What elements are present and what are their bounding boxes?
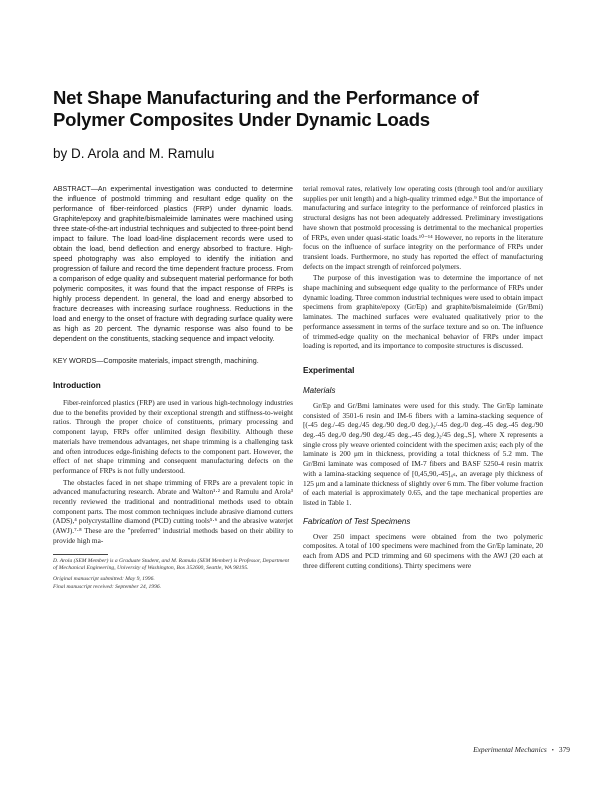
footnote-divider (53, 554, 108, 555)
fabrication-subheading: Fabrication of Test Specimens (303, 516, 411, 526)
intro-paragraph-2: The obstacles faced in net shape trimming of FRPs are a prevalent topic in advanced manufacturing research. Abrate and Walton¹·² and Ramulu and Arola³ recently reviewed the traditional and nontraditional methods used to obtain component parts. The most common techniques include abrasive diamond cutters (ADS),⁴ polycrystalline diamond (PCD) cutting tools⁵·⁶ and the abrasive waterjet (AWJ).⁷·⁸ These are the "preferred" industrial methods based on their ability to provide high ma- (53, 477, 293, 545)
journal-name: Experimental Mechanics (473, 745, 547, 754)
materials-paragraph: Gr/Ep and Gr/Bmi laminates were used for this study. The Gr/Ep laminate consisted of 3501-6 resin and IM-6 fibers with a lamina-stacking sequence of [(-45 deg./-45 deg./45 deg./90 deg./0 deg.)₂/-45 deg./0 deg.-45 deg.-45 deg./90 deg.-45 deg./0 deg./90 deg./45 deg.,-45 deg.)₂/45 deg.,S], where X represents a single cross ply weave oriented coincident with the specimen axis; each ply of the laminate is 200 μm in thickness, providing a total thickness of 5.2 mm. The Gr/Bmi laminate was composed of IM-7 fibers and BASF 5250-4 resin matrix with a lamina-stacking sequence of [0,45,90,-45]₄ₛ, an average ply thickness of 125 μm and a laminate thickness of slightly over 6 mm. The fiber volume fraction of each material is approximately 0.65, and the tape mechanical properties are listed in Table 1. (303, 400, 543, 507)
author-affiliation-footnote: D. Arola (SEM Member) is a Graduate Student, and M. Ramulu (SEM Member) is Professor, Department of Mechanical Engineering, University of Washington, Box 352600, Seattle, WA 98195. (53, 557, 290, 571)
author-byline: by D. Arola and M. Ramulu (53, 146, 215, 161)
intro-continuation-paragraph: terial removal rates, relatively low operating costs (through tool and/or auxiliary supplies per unit length) and a high-quality trimmed edge.⁹ But the importance of manufacturing and surface integrity to the performance of reinforced plastics in structural designs has not been adequately addressed. Preliminary investigations have shown that postmold processing is detrimental to the mechanical properties of FRPs, even under quasi-static loads.¹⁰⁻¹⁴ However, no reports in the literature focus on the influence of surface integrity on the performance of FRPs under transient loads. Furthermore, no study has reported the effect of manufacturing defects on the impact strength of reinforced polymers. (303, 184, 543, 271)
intro-paragraph-1: Fiber-reinforced plastics (FRP) are used in various high-technology industries due to the benefits provided by their exceptional strength and stiffness-to-weight ratios. Through the proper choice of constituents, primary processing and component layup, FRPs offer unlimited design flexibility. Although these materials have tremendous advantages, net shape trimming is a challenging task and often introduces edge-finishing defects to the component part. However, the effect of net shape trimming and consequent manufacturing defects on the performance of FRPs is not fully understood. (53, 398, 293, 475)
page-number: 379 (558, 745, 570, 754)
page-footer (400, 745, 570, 754)
materials-subheading: Materials (303, 385, 336, 395)
left-column (53, 184, 293, 591)
keywords: KEY WORDS—Composite materials, impact strength, machining. (53, 357, 259, 365)
fabrication-paragraph: Over 250 impact specimens were obtained from the two polymeric composites. A total of 100 specimens were machined from the Gr/Ep laminate, 20 each from ADS and PCD trimming and 60 specimens with the AWJ (20 each at three different cutting conditions). Thirty specimens were (303, 531, 543, 570)
manuscript-submitted-date: Original manuscript submitted: May 9, 1996. (53, 576, 155, 583)
paper-title: Net Shape Manufacturing and the Performance of Polymer Composites Under Dynamic Loads (53, 87, 479, 130)
introduction-heading: Introduction (53, 381, 101, 390)
manuscript-received-date: Final manuscript received: September 24, 1996. (53, 583, 162, 590)
right-column (303, 184, 543, 571)
footer-separator: • (551, 748, 554, 754)
abstract: ABSTRACT—An experimental investigation was conducted to determine the influence of postmold trimming and resultant edge quality on the performance of fiber-reinforced plastics (FRP) under dynamic loads. Graphite/epoxy and graphite/bismaleimide laminates were machined using three state-of-the-art industrial techniques and subjected to three-point bend impact to failure. The load load-line displacement records were used to obtain the load, bend deflection and energy absorbed to fracture. High-speed photography was also employed to identify the initiation and progression of failure and record the time dependent fracture process. From a comparison of edge quality and subsequent material performance for both polymeric composites, it was found that the impact response of FRPs is highly process dependent. In general, the load and energy absorbed to fracture decreases with increasing surface roughness. Reductions in the load and energy to the onset of fracture with degrading surface quality were as high as 20 percent. The dynamic response was also found to be dependent on the constituents, stacking sequence and impact velocity. (53, 185, 293, 343)
experimental-heading: Experimental (303, 365, 355, 375)
purpose-paragraph: The purpose of this investigation was to determine the importance of net shape machining and subsequent edge quality to the performance of FRPs under dynamic loading. Three common industrial techniques were used to obtain impact specimens from graphite/epoxy (Gr/Ep) and graphite/bismaleimide (Gr/Bmi) laminates. The machined surfaces were evaluated qualitatively prior to the performance assessment in terms of the surface texture and so on. The influence of trimmed-edge quality on the mechanical behavior of FRPs under impact loading is reported, and its importance to composite structures is discussed. (303, 273, 543, 351)
